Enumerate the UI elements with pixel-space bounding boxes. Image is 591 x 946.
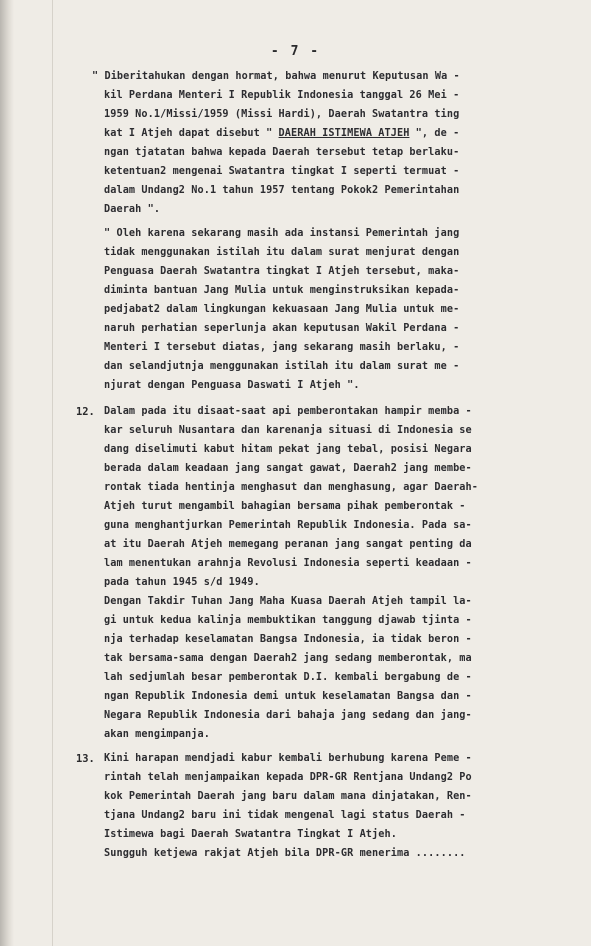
item-12-line: Negara Republik Indonesia dari bahaja jang sedang dan jang- xyxy=(104,710,472,721)
item-13-line: tjana Undang2 baru ini tidak mengenal lagi status Daerah - xyxy=(104,810,466,821)
item-13-line: rintah telah menjampaikan kepada DPR-GR Rentjana Undang2 Po xyxy=(104,772,472,783)
quote2-line: diminta bantuan Jang Mulia untuk menginstruksikan kepada- xyxy=(104,285,460,296)
daerah-istimewa-atjeh-underlined: DAERAH ISTIMEWA ATJEH xyxy=(278,128,410,139)
item-13-line: kok Pemerintah Daerah jang baru dalam mana dinjatakan, Ren- xyxy=(104,791,472,802)
quote2-line: Menteri I tersebut diatas, jang sekarang masih berlaku, - xyxy=(104,342,460,353)
item-12-line: Dalam pada itu disaat-saat api pemberontakan hampir memba - xyxy=(104,406,472,417)
quote2-line: njurat dengan Penguasa Daswati I Atjeh ". xyxy=(104,380,360,391)
item-12-line: at itu Daerah Atjeh memegang peranan jang sangat penting da xyxy=(104,539,472,550)
item-12-line: berada dalam keadaan jang sangat gawat, Daerah2 jang membe- xyxy=(104,463,472,474)
quote1-line: 1959 No.1/Missi/1959 (Missi Hardi), Daerah Swatantra ting xyxy=(104,109,460,120)
item-12-line: nja terhadap keselamatan Bangsa Indonesia, ia tidak beron - xyxy=(104,634,472,645)
quote1-line-text-b: ", de - xyxy=(409,128,460,139)
quote2-line: " Oleh karena sekarang masih ada instansi Pemerintah jang xyxy=(104,228,460,239)
quote1-line-text-a: kat I Atjeh dapat disebut " xyxy=(104,128,279,139)
page-binding-edge xyxy=(0,0,14,946)
quote1-line: ngan tjatatan bahwa kepada Daerah tersebut tetap berlaku- xyxy=(104,147,460,158)
page-number: - 7 - xyxy=(270,44,321,59)
item-13-line: Kini harapan mendjadi kabur kembali berhubung karena Peme - xyxy=(104,753,472,764)
quote2-line: dan selandjutnja menggunakan istilah itu dalam surat me - xyxy=(104,361,460,372)
quote1-line: dalam Undang2 No.1 tahun 1957 tentang Pokok2 Pemerintahan xyxy=(104,185,460,196)
quote2-line: naruh perhatian seperlunja akan keputusan Wakil Perdana - xyxy=(104,323,460,334)
item-13-line: Istimewa bagi Daerah Swatantra Tingkat I Atjeh. xyxy=(104,829,397,840)
item-12-number: 12. xyxy=(76,406,95,418)
item-12-line: kar seluruh Nusantara dan karenanja situasi di Indonesia se xyxy=(104,425,472,436)
item-12-line: pada tahun 1945 s/d 1949. xyxy=(104,577,260,588)
item-12-line: lam menentukan arahnja Revolusi Indonesia seperti keadaan - xyxy=(104,558,472,569)
quote2-line: pedjabat2 dalam lingkungan kekuasaan Jang Mulia untuk me- xyxy=(104,304,460,315)
item-12-line: dang diselimuti kabut hitam pekat jang tebal, posisi Negara xyxy=(104,444,472,455)
item-12-line: lah sedjumlah besar pemberontak D.I. kembali bergabung de - xyxy=(104,672,472,683)
quote2-line: Penguasa Daerah Swatantra tingkat I Atjeh tersebut, maka- xyxy=(104,266,460,277)
item-12-line: akan mengimpanja. xyxy=(104,729,210,740)
item-12-line: tak bersama-sama dengan Daerah2 jang sedang memberontak, ma xyxy=(104,653,472,664)
item-12-line: guna menghantjurkan Pemerintah Republik Indonesia. Pada sa- xyxy=(104,520,472,531)
item-12-line: rontak tiada hentinja menghasut dan menghasung, agar Daerah- xyxy=(104,482,479,493)
item-12-line: gi untuk kedua kalinja membuktikan tanggung djawab tjinta - xyxy=(104,615,472,626)
item-12-line: ngan Republik Indonesia demi untuk keselamatan Bangsa dan - xyxy=(104,691,472,702)
quote1-line: " Diberitahukan dengan hormat, bahwa menurut Keputusan Wa - xyxy=(92,71,460,82)
item-12-line: Dengan Takdir Tuhan Jang Maha Kuasa Daerah Atjeh tampil la- xyxy=(104,596,472,607)
item-13-line: Sungguh ketjewa rakjat Atjeh bila DPR-GR menerima ........ xyxy=(104,848,466,859)
quote2-line: tidak menggunakan istilah itu dalam surat menjurat dengan xyxy=(104,247,460,258)
page-margin-line xyxy=(52,0,53,946)
quote1-line xyxy=(104,127,459,141)
quote1-line: Daerah ". xyxy=(104,204,161,215)
item-12-line: Atjeh turut mengambil bahagian bersama pihak pemberontak - xyxy=(104,501,466,512)
item-13-number: 13. xyxy=(76,753,95,765)
quote1-line: ketentuan2 mengenai Swatantra tingkat I seperti termuat - xyxy=(104,166,460,177)
quote1-line: kil Perdana Menteri I Republik Indonesia tanggal 26 Mei - xyxy=(104,90,460,101)
